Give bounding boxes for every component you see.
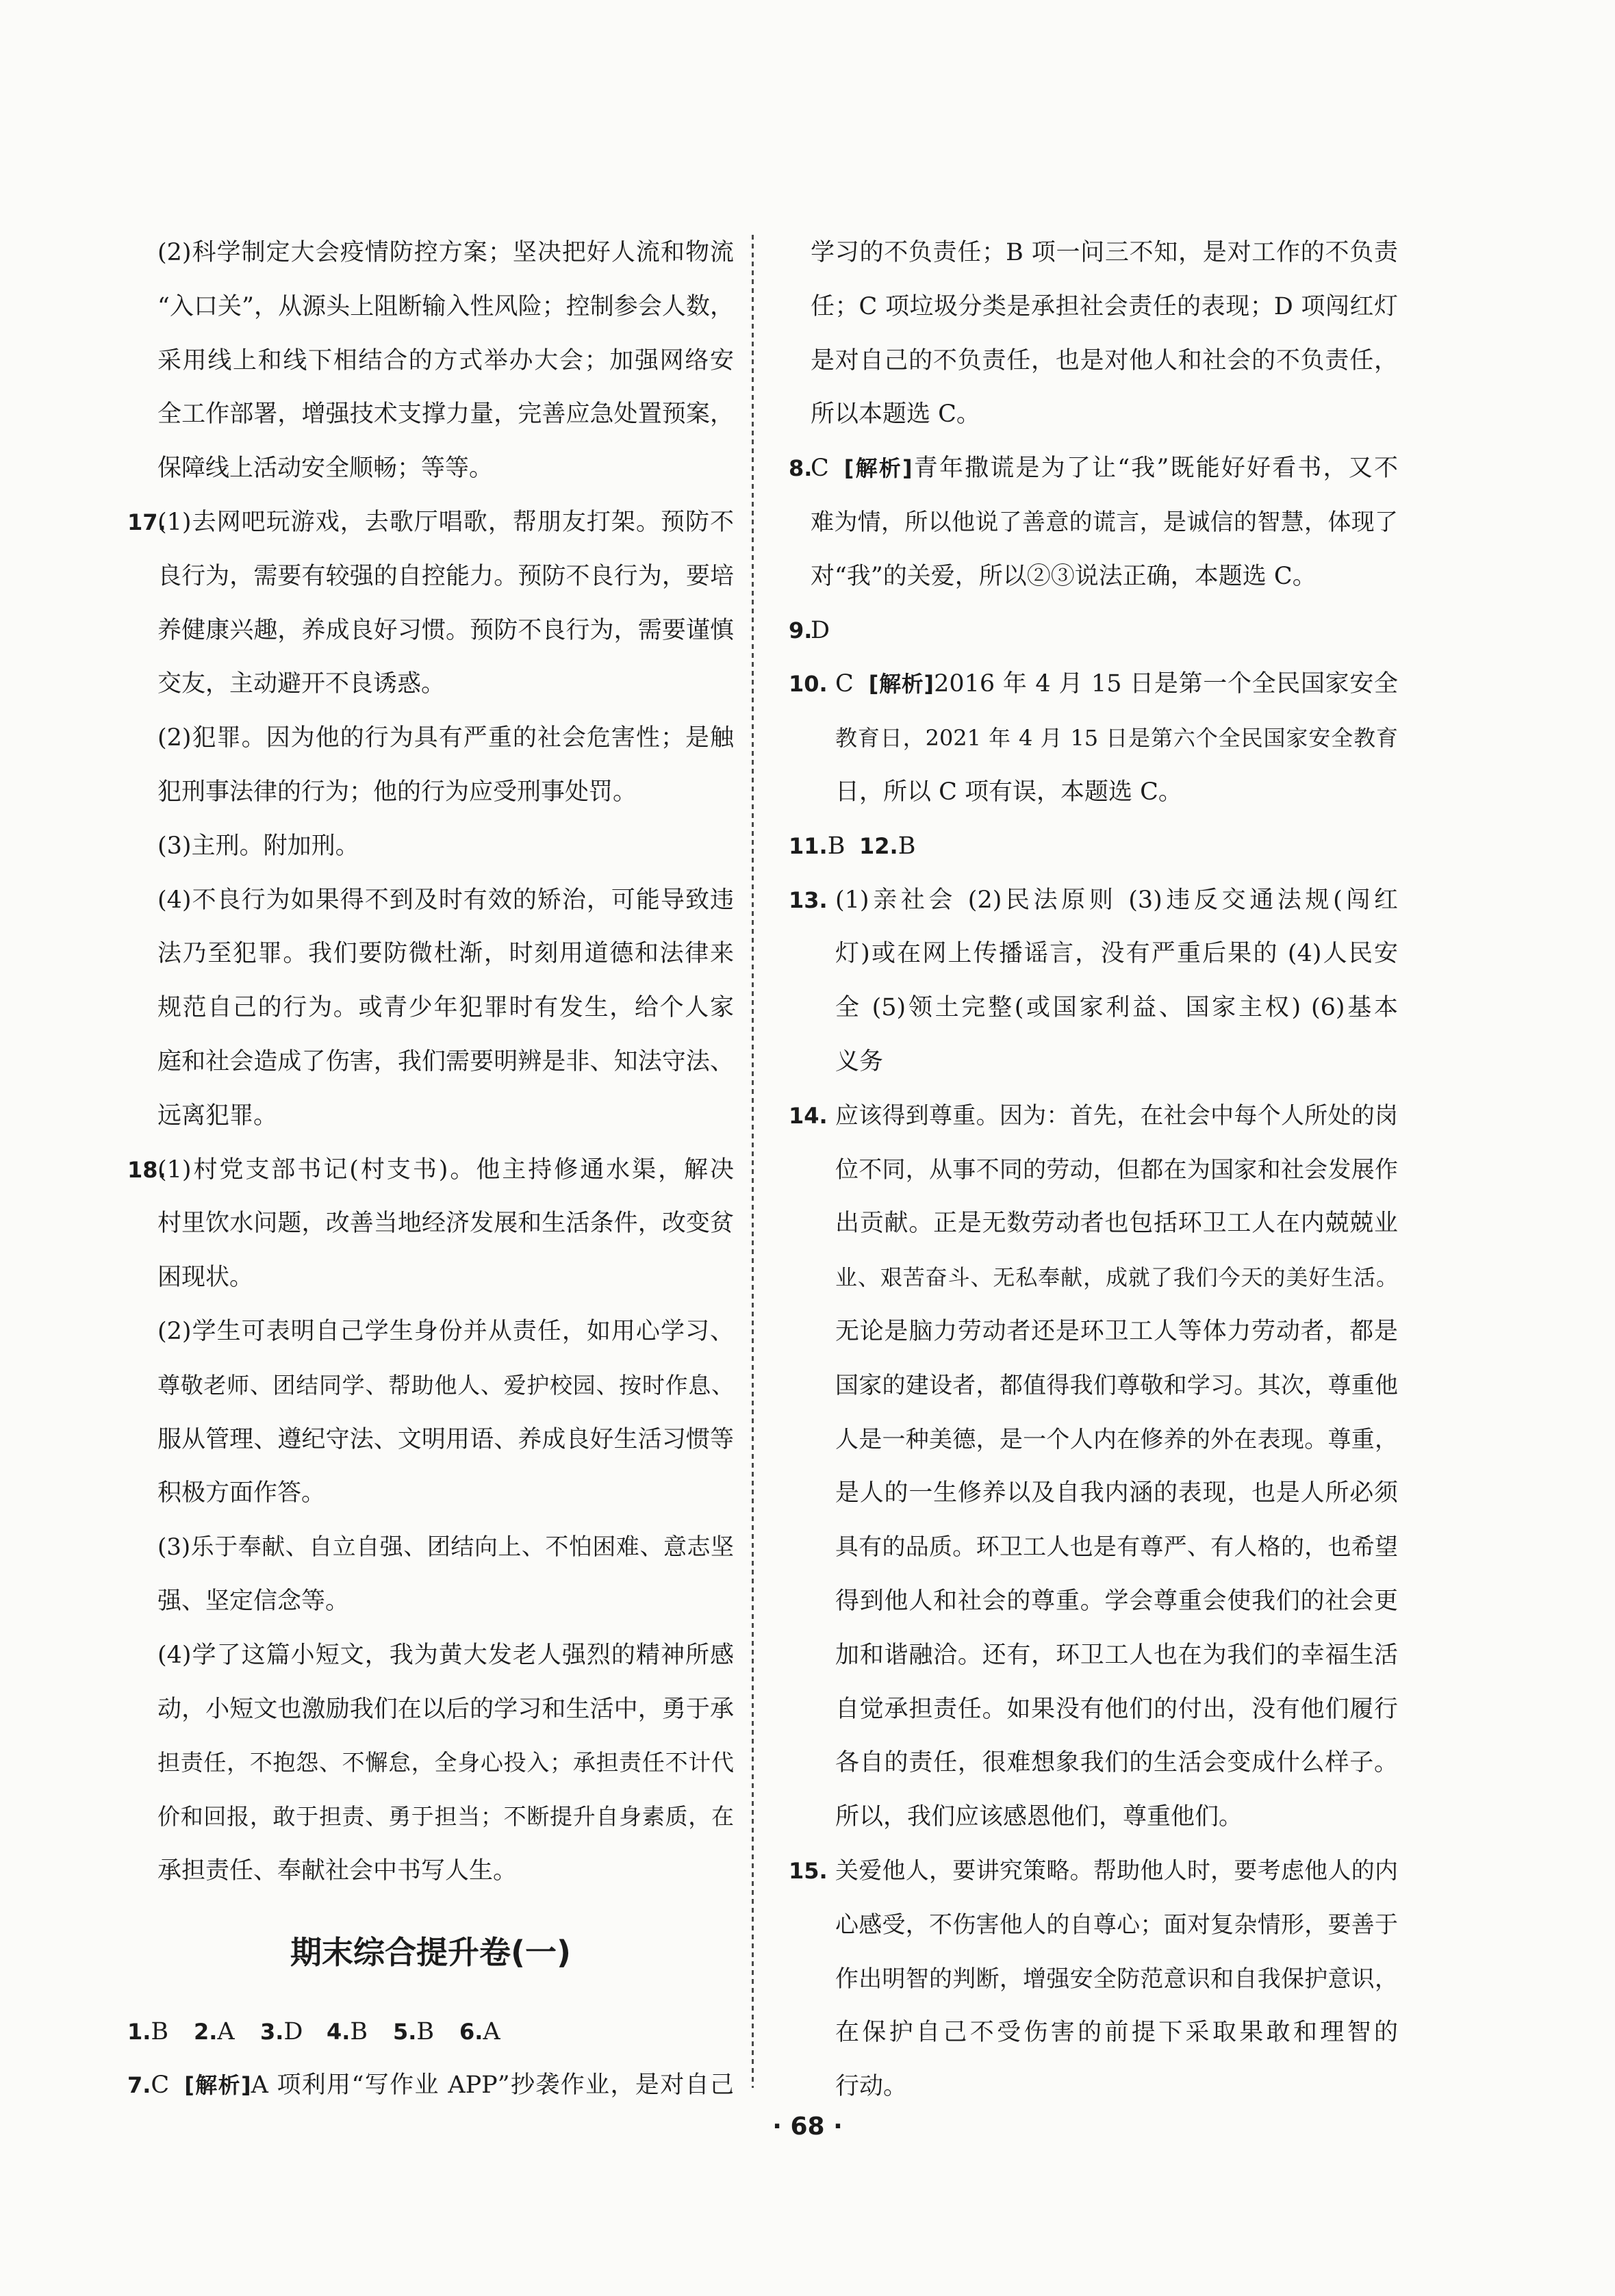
choice-answer-list [789, 819, 1398, 873]
answer-line: 价和回报，敢于担责、勇于担当；不断提升自身素质，在 [157, 1803, 734, 1831]
answer-line: 法乃至犯罪。我们要防微杜渐，时刻用道德和法律来 [157, 940, 734, 968]
column-divider [752, 235, 754, 2088]
answer-line: 养健康兴趣，养成良好习惯。预防不良行为，需要谨慎 [157, 616, 734, 644]
answer-line: 积极方面作答。 [157, 1479, 326, 1507]
answer-line: 业、艰苦奋斗、无私奉献，成就了我们今天的美好生活。 [835, 1264, 1398, 1291]
answer-line: 所以，我们应该感恩他们，尊重他们。 [835, 1803, 1243, 1831]
answer-line: 各自的责任，很难想象我们的生活会变成什么样子。 [835, 1749, 1398, 1777]
answer-line: 心感受，不伤害他人的自尊心；面对复杂情形，要善于 [835, 1911, 1398, 1939]
analysis-label: [解析] [843, 455, 913, 482]
answer-line: 是对自己的不负责任，也是对他人和社会的不负责任， [811, 346, 1398, 374]
answer-line: (4)不良行为如果得不到及时有效的矫治，可能导致违 [157, 886, 734, 914]
answer-line [789, 873, 1398, 928]
answer-line: 庭和社会造成了伤害，我们需要明辨是非、知法守法、 [157, 1047, 734, 1075]
answer-line: 灯)或在网上传播谣言，没有严重后果的 (4)人民安 [835, 940, 1398, 968]
choice-answer: D [811, 616, 830, 644]
choice-answer: B [827, 832, 845, 860]
answer-line: 自觉承担责任。如果没有他们的付出，没有他们履行 [835, 1695, 1398, 1723]
choice-answer-item [393, 2005, 459, 2059]
choice-answer-item [260, 2005, 327, 2059]
analysis-label: [解析] [868, 671, 934, 698]
answer-line: 村里饮水问题，改善当地经济发展和生活条件，改变贫 [157, 1210, 734, 1238]
answer-line: (3)主刑。附加刑。 [157, 832, 359, 860]
choice-answer: C [835, 670, 854, 698]
answer-line: (3)乐于奉献、自立自强、团结向上、不怕困难、意志坚 [157, 1533, 734, 1561]
answer-line: 困现状。 [157, 1264, 254, 1292]
choice-answer-list [127, 2005, 734, 2059]
answer-line: (2)犯罪。因为他的行为具有严重的社会危害性；是触 [157, 724, 734, 752]
answer-line: 出贡献。正是无数劳动者也包括环卫工人在内兢兢业 [835, 1210, 1398, 1238]
answer-line: 担责任，不抱怨、不懈怠，全身心投入；承担责任不计代 [157, 1749, 734, 1776]
question-number: 5. [393, 2018, 417, 2045]
question-number: 17. [127, 509, 166, 535]
question-number: 12. [859, 832, 898, 859]
answer-line: 动，小短文也激励我们在以后的学习和生活中，勇于承 [157, 1695, 734, 1723]
answer-line: 学习的不负责任；B 项一问三不知，是对工作的不负责 [811, 239, 1398, 266]
answer-line [127, 1143, 734, 1197]
answer-line: 良行为，需要有较强的自控能力。预防不良行为，要培 [157, 562, 734, 590]
answer-line: 犯刑事法律的行为；他的行为应受刑事处罚。 [157, 778, 637, 806]
answer-line: 规范自己的行为。或青少年犯罪时有发生，给个人家 [157, 994, 734, 1022]
answer-line: 义务 [835, 1047, 884, 1075]
choice-answer: B [898, 832, 916, 860]
answer-line: 对“我”的关爱，所以②③说法正确，本题选 C。 [811, 562, 1317, 590]
choice-answer-item [327, 2005, 393, 2059]
answer-line: 教育日，2021 年 4 月 15 日是第六个全民国家安全教育 [835, 725, 1398, 752]
answer-line: 服从管理、遵纪守法、文明用语、养成良好生活习惯等 [157, 1425, 734, 1453]
answer-text: 关爱他人，要讲究策略。帮助他人时，要考虑他人的内 [835, 1857, 1398, 1885]
answer-text: 青年撒谎是为了让“我”既能好好看书，又不 [912, 455, 1398, 483]
analysis-label: [解析] [184, 2072, 251, 2099]
answer-line: 在保护自己不受伤害的前提下采取果敢和理智的 [835, 2019, 1398, 2047]
choice-answer: C [151, 2071, 170, 2100]
answer-line [789, 1844, 1398, 1898]
question-number: 9. [789, 617, 813, 643]
answer-line: 承担责任、奉献社会中书写人生。 [157, 1857, 518, 1885]
choice-answer: B [151, 2017, 169, 2045]
choice-answer-item [859, 819, 930, 873]
answer-line [127, 2058, 734, 2113]
choice-answer: B [416, 2017, 435, 2045]
question-number: 6. [459, 2018, 483, 2045]
answer-line: 人是一种美德，是一个人内在修养的外在表现。尊重， [835, 1425, 1398, 1453]
answer-line: 所以本题选 C。 [811, 400, 980, 429]
answer-text: (1)亲社会 (2)民法原则 (3)违反交通法规(闯红 [835, 886, 1398, 914]
choice-answer: C [811, 455, 829, 483]
answer-line: 得到他人和社会的尊重。学会尊重会使我们的社会更 [835, 1587, 1398, 1615]
answer-line [789, 604, 1398, 658]
answer-line: 保障线上活动安全顺畅；等等。 [157, 455, 494, 483]
answer-line [789, 657, 1398, 711]
section-title: 期末综合提升卷(一) [290, 1933, 572, 1971]
choice-answer-item [789, 819, 859, 873]
answer-line: 行动。 [835, 2073, 908, 2101]
answer-line: 具有的品质。环卫工人也是有尊严、有人格的，也希望 [835, 1533, 1398, 1561]
question-number: 4. [327, 2018, 351, 2045]
question-number: 18. [127, 1156, 166, 1183]
question-number: 2. [194, 2018, 218, 2045]
left-column [127, 226, 734, 2113]
choice-answer: D [283, 2017, 303, 2045]
choice-answer: A [217, 2017, 235, 2045]
answer-line: (4)学了这篇小短文，我为黄大发老人强烈的精神所感 [157, 1641, 734, 1669]
answer-line: 强、坚定信念等。 [157, 1587, 350, 1615]
answer-line: 难为情，所以他说了善意的谎言，是诚信的智慧，体现了 [811, 508, 1398, 536]
answer-line [127, 496, 734, 550]
answer-line [789, 442, 1398, 496]
answer-line: 全 (5)领土完整(或国家利益、国家主权) (6)基本 [835, 994, 1398, 1022]
answer-line: 任；C 项垃圾分类是承担社会责任的表现；D 项闯红灯 [811, 292, 1398, 320]
answer-line: 是人的一生修养以及自我内涵的表现，也是人所必须 [835, 1479, 1398, 1507]
question-number: 10. [789, 671, 828, 698]
question-number: 11. [789, 832, 828, 859]
answer-text: (1)村党支部书记(村支书)。他主持修通水渠，解决 [157, 1156, 734, 1184]
answer-line: 尊敬老师、团结同学、帮助他人、爱护校园、按时作息、 [157, 1371, 734, 1399]
answer-line: (2)科学制定大会疫情防控方案；坚决把好人流和物流 [157, 239, 734, 266]
answer-line: 国家的建设者，都值得我们尊敬和学习。其次，尊重他 [835, 1371, 1398, 1399]
answer-text: 应该得到尊重。因为：首先，在社会中每个人所处的岗 [835, 1101, 1398, 1130]
page-number: · 68 · [772, 2113, 843, 2141]
answer-line: 日，所以 C 项有误，本题选 C。 [835, 778, 1182, 806]
question-number: 1. [127, 2018, 151, 2045]
answer-line [789, 1089, 1398, 1143]
answer-line: “入口关”，从源头上阻断输入性风险；控制参会人数， [157, 292, 734, 320]
question-number: 7. [127, 2072, 151, 2099]
choice-answer-item [127, 2005, 194, 2059]
question-number: 15. [789, 1857, 828, 1884]
choice-answer: B [350, 2017, 368, 2045]
answer-line: 加和谐融洽。还有，环卫工人也在为我们的幸福生活 [835, 1641, 1398, 1669]
answer-line: 远离犯罪。 [157, 1101, 278, 1130]
choice-answer-item [194, 2005, 260, 2059]
answer-line: 采用线上和线下相结合的方式举办大会；加强网络安 [157, 346, 734, 374]
answer-line: 交友，主动避开不良诱惑。 [157, 670, 446, 698]
choice-answer: A [483, 2017, 500, 2045]
answer-line: 位不同，从事不同的劳动，但都在为国家和社会发展作 [835, 1156, 1398, 1184]
answer-line: 作出明智的判断，增强安全防范意识和自我保护意识， [835, 1965, 1398, 1993]
answer-line: (2)学生可表明自己学生身份并从责任，如用心学习、 [157, 1317, 734, 1345]
answer-line: 全工作部署，增强技术支撑力量，完善应急处置预案， [157, 400, 734, 429]
answer-text: 2016 年 4 月 15 日是第一个全民国家安全 [934, 670, 1398, 698]
answer-text: (1)去网吧玩游戏，去歌厅唱歌，帮朋友打架。预防不 [157, 508, 734, 536]
choice-answer-item [459, 2005, 526, 2059]
question-number: 13. [789, 886, 828, 913]
right-column [789, 226, 1398, 2114]
answer-line: 无论是脑力劳动者还是环卫工人等体力劳动者，都是 [835, 1317, 1398, 1345]
question-number: 14. [789, 1102, 828, 1129]
answer-text: A 项利用“写作业 APP”抄袭作业，是对自己 [251, 2071, 734, 2100]
question-number: 3. [260, 2018, 284, 2045]
question-number: 8. [789, 455, 813, 482]
